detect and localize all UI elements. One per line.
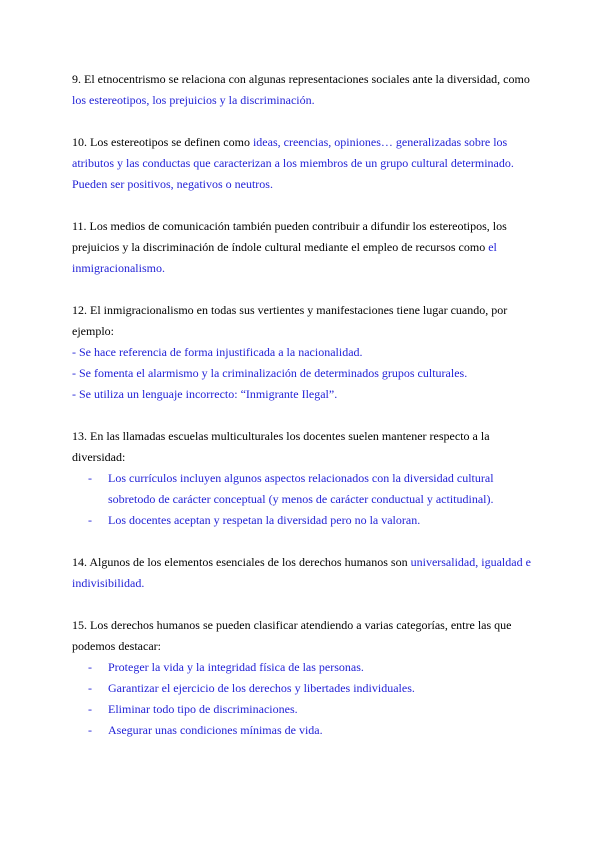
question-15 xyxy=(72,615,534,657)
question-11 xyxy=(72,216,534,279)
question-14 xyxy=(72,552,534,594)
list-item xyxy=(72,699,534,720)
list-item xyxy=(72,678,534,699)
spacer xyxy=(72,111,534,132)
bullet-marker: - xyxy=(88,513,92,527)
question-11-text: 11. Los medios de comunicación también pueden contribuir a difundir los estereotipos, los prejuicios y la discriminación de índole cultural mediante el empleo de recursos como xyxy=(72,219,507,254)
question-15-answer-list xyxy=(72,657,534,741)
question-10 xyxy=(72,132,534,195)
question-15-answer-2: Garantizar el ejercicio de los derechos y libertades individuales. xyxy=(108,681,415,695)
question-15-text: 15. Los derechos humanos se pueden clasificar atendiendo a varias categorías, entre las que podemos destacar: xyxy=(72,618,512,653)
question-11-answer: el inmigracionalismo. xyxy=(72,240,497,275)
spacer xyxy=(72,594,534,615)
question-12-answer-2: - Se fomenta el alarmismo y la criminalización de determinados grupos culturales. xyxy=(72,366,468,380)
list-item xyxy=(72,657,534,678)
bullet-marker: - xyxy=(88,723,92,737)
question-13 xyxy=(72,426,534,468)
question-12-text: 12. El inmigracionalismo en todas sus vertientes y manifestaciones tiene lugar cuando, por ejemplo: xyxy=(72,303,508,338)
question-9 xyxy=(72,69,534,111)
question-13-answer-list xyxy=(72,468,534,531)
question-10-answer: ideas, creencias, opiniones… generalizadas sobre los atributos y las conductas que caracterizan a los miembros de un grupo cultural determinado. Pueden ser positivos, negativos o neutros. xyxy=(72,135,514,191)
question-13-text: 13. En las llamadas escuelas multiculturales los docentes suelen mantener respecto a la diversidad: xyxy=(72,429,490,464)
spacer xyxy=(72,279,534,300)
question-9-text: 9. El etnocentrismo se relaciona con algunas representaciones sociales ante la diversidad, como xyxy=(72,72,530,86)
question-15-answer-4: Asegurar unas condiciones mínimas de vida. xyxy=(108,723,323,737)
list-item xyxy=(72,510,534,531)
document-page xyxy=(72,69,534,741)
bullet-marker: - xyxy=(88,471,92,485)
question-12 xyxy=(72,300,534,342)
question-12-answer-3: - Se utiliza un lenguaje incorrecto: “Inmigrante Ilegal”. xyxy=(72,387,338,401)
question-10-text: 10. Los estereotipos se definen como xyxy=(72,135,253,149)
question-15-answer-3: Eliminar todo tipo de discriminaciones. xyxy=(108,702,298,716)
question-12-answer-1: - Se hace referencia de forma injustificada a la nacionalidad. xyxy=(72,345,363,359)
question-9-answer: los estereotipos, los prejuicios y la discriminación. xyxy=(72,93,315,107)
bullet-marker: - xyxy=(88,702,92,716)
question-15-answer-1: Proteger la vida y la integridad física de las personas. xyxy=(108,660,364,674)
bullet-marker: - xyxy=(88,681,92,695)
question-14-answer: universalidad, igualdad e indivisibilidad. xyxy=(72,555,531,590)
spacer xyxy=(72,531,534,552)
list-item xyxy=(72,468,534,510)
question-13-answer-1: Los currículos incluyen algunos aspectos relacionados con la diversidad cultural sobretodo de carácter conceptual (y menos de carácter conductual y actitudinal). xyxy=(108,471,494,506)
spacer xyxy=(72,405,534,426)
spacer xyxy=(72,195,534,216)
question-14-text: 14. Algunos de los elementos esenciales de los derechos humanos son xyxy=(72,555,411,569)
question-13-answer-2: Los docentes aceptan y respetan la diversidad pero no la valoran. xyxy=(108,513,421,527)
list-item xyxy=(72,720,534,741)
bullet-marker: - xyxy=(88,660,92,674)
